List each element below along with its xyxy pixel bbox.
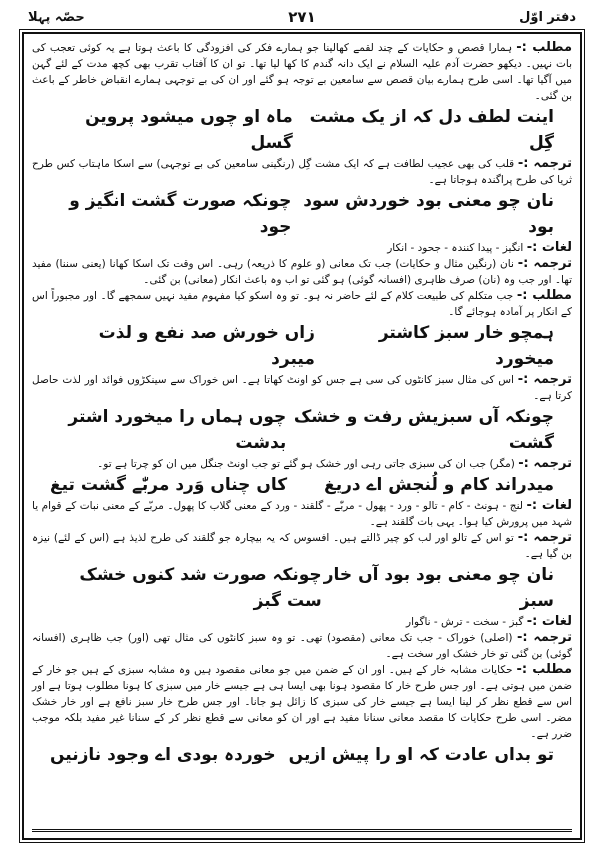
commentary-paragraph — [32, 662, 572, 742]
commentary-paragraph — [32, 530, 572, 562]
paragraph-text: لنج - ہونٹ - کام - تالو - ورد - پھول - مربّٰے - گلقند - ورد کے معنی گلاب کا پھول۔ مربّے کے معنی نبات کے قوام یا شہد میں پرورش کیا ہوا۔ یہی بات گلقند ہے۔ — [32, 500, 572, 528]
paragraph-label: ترجمہ :- — [517, 630, 572, 645]
verse-first-half: ہمچو خار سبز کاشتر میخورد — [378, 323, 554, 369]
paragraph-text: حکایات مشابہ خار کے ہیں۔ اور ان کے ضمن میں جو معانی مقصود ہیں وہ مشابہ سبزی کے ہیں جو خار کے ضمن میں ہوتی ہے۔ اور جس طرح خار کا مقصود ہونا بھی ایسا ہی ہے جیسے خار میں سبزی کا ہونا مطلوب ہوتا ہے اور اس سے قطع نظر کر لینا ایسا ہے جیسے خار کی سبزی کا زائل ہو جانا۔ اور جس طرح خار سبز نافع ہے اور خار خشک مضر۔ اسی طرح حکایات کا مقصد معانی سنانا مفید ہے اور ان کو معانی سے قطع نظر کر کے سنانا غیر مفید بلکہ موجب ضرر ہے۔ — [32, 664, 572, 740]
verse-first-half: میدراند کام و لُنجش اے دریغ — [324, 475, 554, 495]
paragraph-text: (مگر) جب ان کی سبزی جاتی رہی اور خشک ہو گئے تو جب اونٹ جنگل میں ان کو چرتا ہے تو۔ — [97, 458, 515, 470]
paragraph-label: مطلب :- — [516, 662, 572, 677]
section-title: حصّہ پہلا — [28, 10, 85, 25]
paragraph-label: لغات :- — [526, 614, 572, 629]
page-number: ۲۷۱ — [288, 8, 316, 26]
paragraph-label: ترجمہ :- — [517, 530, 572, 545]
commentary-paragraph — [32, 288, 572, 320]
bottom-double-rule — [32, 829, 572, 832]
paragraph-label: مطلب :- — [516, 40, 573, 55]
verse-couplet — [32, 188, 572, 240]
paragraph-label: ترجمہ :- — [517, 156, 572, 171]
verse-second-half: چونکہ صورت شد کنوں خشک ست گبز — [79, 565, 322, 611]
paragraph-label: ترجمہ :- — [517, 256, 572, 271]
paragraph-text: اس کی مثال سبز کانٹوں کی سی ہے جس کو اونٹ کھاتا ہے۔ اس خوراک سے سینکڑوں فوائد اور لذت حاصل کرتا ہے۔ — [32, 374, 572, 402]
paragraph-label: ترجمہ :- — [517, 372, 572, 387]
commentary-paragraph — [32, 456, 572, 472]
paragraph-label: ترجمہ :- — [518, 456, 572, 471]
paragraph-label: لغات :- — [526, 498, 572, 513]
commentary-paragraph — [32, 498, 572, 530]
verse-second-half: چونکہ صورت گشت انگیز و جود — [69, 191, 292, 237]
paragraph-label: مطلب :- — [516, 288, 572, 303]
verse-first-half: تو بداں عادت کہ او را پیش ازیں — [288, 745, 554, 765]
verse-couplet — [32, 104, 572, 156]
commentary-paragraph — [32, 614, 572, 630]
verse-first-half: نان چو معنی بود بود آں خار سبز — [323, 565, 554, 611]
commentary-paragraph — [32, 372, 572, 404]
verse-first-half: چونکہ آں سبزیش رفت و خشک گشت — [293, 407, 554, 453]
verse-couplet — [32, 742, 572, 768]
verse-second-half: چوں ہماں را میخورد اشتر بدشت — [68, 407, 287, 453]
commentary-paragraph — [32, 630, 572, 662]
paragraph-text: تو اس کے تالو اور لب کو چیر ڈالتے ہیں۔ افسوس کہ یہ بیچارہ جو گلقند کی طرح لذیذ ہے (اس کے لئے) نیزہ بن گیا ہے۔ — [32, 532, 572, 560]
commentary-paragraph — [32, 156, 572, 188]
verse-second-half: کاں چناں وَرد مربّٰے گشت تیغ — [50, 475, 288, 495]
page-header — [22, 8, 582, 30]
paragraph-text: نان (رنگین مثال و حکایات) جب تک معانی (و علوم کا ذریعہ) رہی۔ اس وقت تک اسکا کھانا (یعنی سننا) مفید تھا۔ اور جب وہ (نان) صرف ظاہری (افسانہ گوئی) ہو گئی تو اب وہ باعث انکار (معانی) بن گئی۔ — [32, 258, 572, 286]
running-title: دفتر اوّل — [519, 10, 576, 25]
verse-couplet — [32, 472, 572, 498]
paragraph-text: ہمارا قصص و حکایات کے چند لقمے کھالینا جو ہمارے فکر کی افزودگی کا باعث ہوتا ہے یہ کوئی تعجب کی بات نہیں۔ دیکھو حضرت آدم علیہ السلام نے ایک دانہ گندم کا کھا لیا تھا۔ تو ان کا آفتاب تقرب بھی کچھ مدت کے لئے گہن میں آگیا تھا۔ اسی طرح ہمارے بیان قصص سے سامعین بے توجہ ہو گئے اور ان کی بے توجہی ہمارے انقباض خاطر کے باعث بن گئی۔ — [32, 42, 572, 102]
verse-couplet — [32, 562, 572, 614]
verse-second-half: خوردہ بودی اے وجود نازنیں — [50, 745, 276, 765]
commentary-paragraph — [32, 40, 572, 104]
book-page — [22, 8, 582, 840]
paragraph-text: انگیز - پیدا کنندہ - جحود - انکار — [387, 242, 524, 254]
text-frame — [22, 32, 582, 840]
verse-couplet — [32, 404, 572, 456]
verse-couplet — [32, 320, 572, 372]
verse-second-half: ماہ او چوں میشود پروین گسل — [85, 107, 293, 153]
paragraph-text: جب متکلم کی طبیعت کلام کے لئے حاضر نہ ہو۔ تو وہ اسکو کیا مفہوم مفید نہیں سمجھے گا۔ اور مجبوراً اس کے انکار پر آمادہ ہوجائے گا۔ — [32, 290, 572, 318]
verse-first-half: نان چو معنی بود خوردش سود بود — [303, 191, 554, 237]
verse-first-half: اینت لطف دل کہ از یک مشت گِل — [309, 107, 554, 153]
paragraph-text: قلب کی بھی عجیب لطافت ہے کہ ایک مشت گِل (رنگینی سامعین کی بے توجہی) سے اسکا ماہتاب کس طرح ثریا کی طرح پراگندہ ہوجاتا ہے۔ — [32, 158, 572, 186]
verse-second-half: زاں خورش صد نفع و لذت میبرد — [98, 323, 315, 369]
paragraph-text: گبز - سخت - ترش - ناگوار — [406, 616, 524, 628]
commentary-paragraph — [32, 240, 572, 256]
commentary-paragraph — [32, 256, 572, 288]
paragraph-label: لغات :- — [526, 240, 572, 255]
paragraph-text: (اصلی) خوراک - جب تک معانی (مقصود) تھی۔ تو وہ سبز کانٹوں کی مثال تھی (اور) جب ظاہری (افسانہ گوئی) بن گئی تو خار خشک اور سخت ہے۔ — [32, 632, 572, 660]
